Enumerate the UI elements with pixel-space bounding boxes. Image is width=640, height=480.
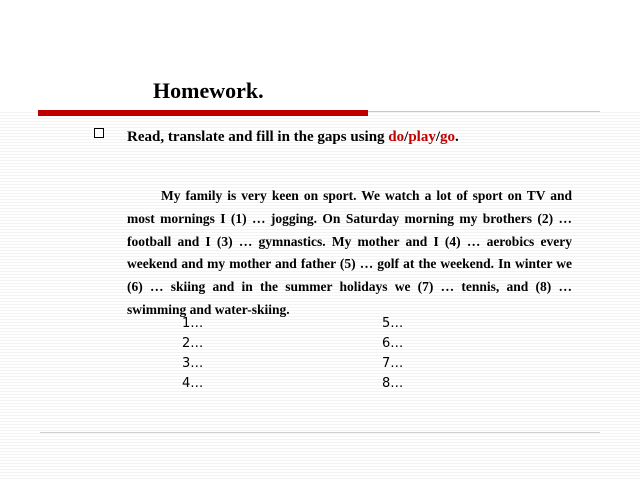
exercise-passage bbox=[127, 185, 572, 322]
page-title: Homework. bbox=[153, 78, 264, 103]
separator: / bbox=[404, 129, 409, 145]
instruction-text bbox=[127, 129, 459, 146]
instruction-suffix: . bbox=[455, 129, 459, 145]
title-underline-red bbox=[38, 110, 368, 116]
keyword-do: do bbox=[388, 129, 405, 145]
separator: / bbox=[435, 129, 440, 145]
instruction-prefix: Read, translate and fill in the gaps using bbox=[127, 129, 389, 145]
keyword-play: play bbox=[408, 129, 436, 145]
answer-slot-3: 3… bbox=[182, 356, 204, 371]
answer-slot-6: 6… bbox=[382, 336, 404, 351]
passage-text: My family is very keen on sport. We watch a lot of sport on TV and most mornings I (1) … jogging. On Saturday morning my brothers (2) … football and I (3) … gymnastics. My mother and I (4) … aerobics every weekend and my mother and father (5) … golf at the weekend. In winter we (6) … skiing and in the summer holidays we (7) … tennis, and (8) … swimming and water-skiing. bbox=[127, 188, 572, 317]
answer-slot-2: 2… bbox=[182, 336, 204, 351]
square-bullet-icon bbox=[94, 128, 104, 138]
answer-slot-8: 8… bbox=[382, 376, 404, 391]
footer-divider bbox=[40, 432, 600, 433]
answer-slot-5: 5… bbox=[382, 316, 404, 331]
title-underline-gray bbox=[368, 111, 600, 112]
answer-slot-4: 4… bbox=[182, 376, 204, 391]
answer-slot-1: 1… bbox=[182, 316, 204, 331]
keyword-go: go bbox=[440, 129, 455, 145]
answer-slot-7: 7… bbox=[382, 356, 404, 371]
